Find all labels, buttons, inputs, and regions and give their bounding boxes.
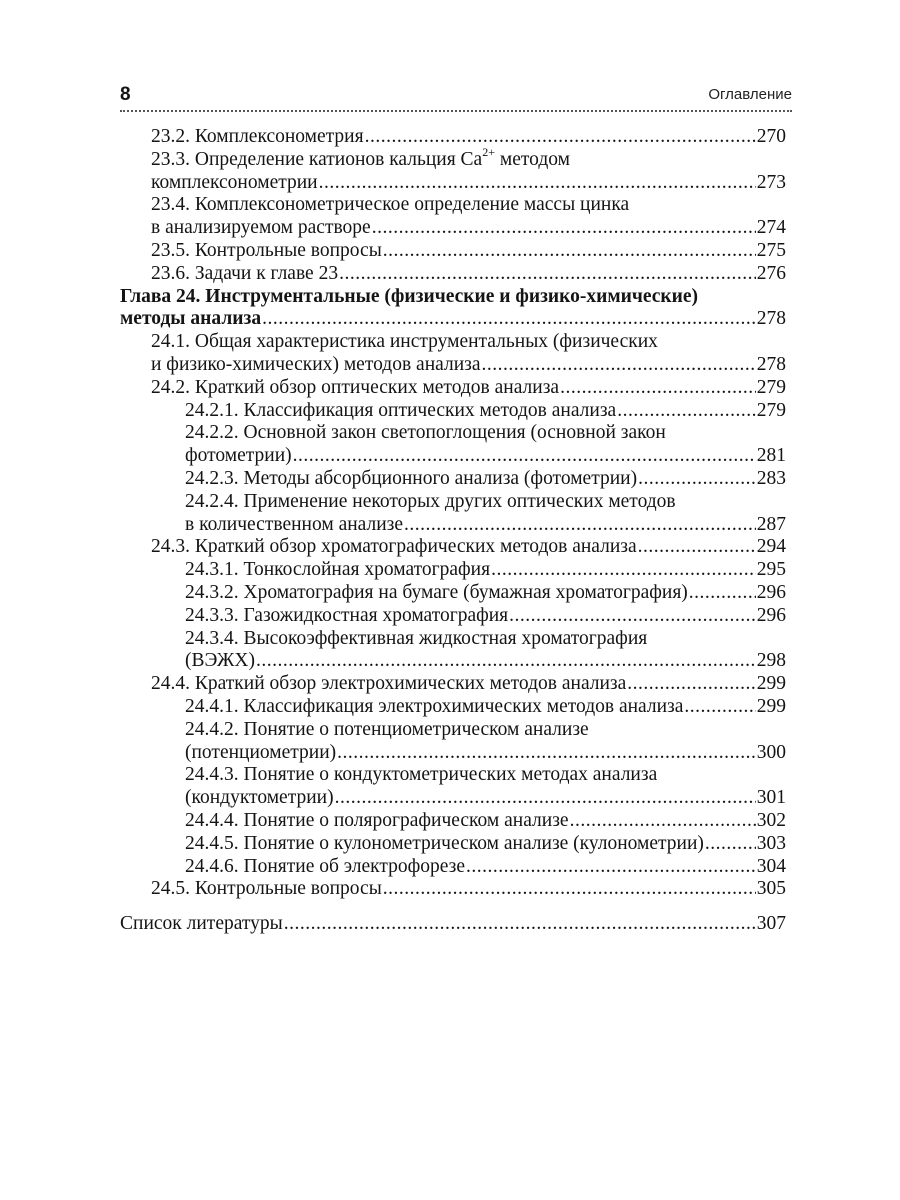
page-ref: 287 xyxy=(756,513,786,535)
dot-leader xyxy=(570,810,756,833)
page-ref: 278 xyxy=(756,308,786,330)
page-ref: 281 xyxy=(756,445,786,467)
dot-leader xyxy=(256,650,756,673)
page-ref: 307 xyxy=(756,913,786,935)
toc-entry-24-4-2[interactable]: 24.4.2. Понятие о потенциометрическом анализе (потенциометрии) ..... 300 xyxy=(120,719,786,765)
toc-entry-23-4[interactable]: 23.4. Комплексонометрическое определение массы цинка в анализируемом растворе ..... 274 xyxy=(120,194,786,240)
page-ref: 270 xyxy=(756,126,786,147)
toc-entry-24-4[interactable]: 24.4. Краткий обзор электрохимических методов анализа ..... 299 xyxy=(120,673,786,696)
page-ref: 298 xyxy=(756,650,786,672)
page-ref: 303 xyxy=(756,832,786,854)
page-ref: 304 xyxy=(756,855,786,877)
dot-leader xyxy=(509,605,756,628)
page-ref: 305 xyxy=(756,878,786,900)
toc-entry-24-2-4[interactable]: 24.2.4. Применение некоторых других оптических методов в количественном анализе ..... 287 xyxy=(120,491,786,537)
dot-leader xyxy=(689,582,756,605)
toc-entry-23-3[interactable]: 23.3. Определение катионов кальция $Са^{2+}$ методом комплексонометрии ..... 273 xyxy=(120,149,786,195)
dot-leader xyxy=(337,742,756,765)
page-ref: 296 xyxy=(756,581,786,603)
page-ref: 278 xyxy=(756,353,786,375)
page-ref: 300 xyxy=(756,741,786,763)
page-number: 8 xyxy=(120,84,131,105)
dot-leader xyxy=(262,308,756,331)
table-of-contents xyxy=(120,126,786,936)
page-ref: 279 xyxy=(756,399,786,421)
dot-leader xyxy=(383,240,756,263)
toc-entry-24-2-2[interactable]: 24.2.2. Основной закон светопоглощения (основной закон фотометрии) ..... 281 xyxy=(120,422,786,468)
toc-entry-24-4-6[interactable]: 24.4.6. Понятие об электрофорезе ..... 304 xyxy=(120,856,786,879)
page-ref: 295 xyxy=(756,559,786,581)
toc-entry-23-5[interactable]: 23.5. Контрольные вопросы ..... 275 xyxy=(120,240,786,263)
page-ref: 279 xyxy=(756,376,786,398)
dot-leader xyxy=(705,833,756,856)
dot-leader xyxy=(404,514,756,537)
dot-leader xyxy=(481,354,755,377)
page-ref: 275 xyxy=(756,239,786,261)
toc-entry-24-2-1[interactable]: 24.2.1. Классификация оптических методов анализа ..... 279 xyxy=(120,400,786,423)
page-ref: 294 xyxy=(756,536,786,558)
page-ref: 299 xyxy=(756,695,786,717)
page-ref: 273 xyxy=(756,171,786,193)
dot-leader xyxy=(372,217,756,240)
page-ref: 276 xyxy=(756,262,786,284)
dot-leader xyxy=(284,913,756,936)
dot-leader xyxy=(638,536,756,559)
dot-leader xyxy=(560,377,756,400)
toc-entry-24-2-3[interactable]: 24.2.3. Методы абсорбционного анализа (фотометрии) ..... 283 xyxy=(120,468,786,491)
dot-leader xyxy=(335,787,756,810)
page-ref: 302 xyxy=(756,809,786,831)
dotted-divider xyxy=(120,110,792,112)
running-title: Оглавление xyxy=(708,86,792,103)
dot-leader xyxy=(319,172,756,195)
toc-entry-24-2[interactable]: 24.2. Краткий обзор оптических методов анализа ..... 279 xyxy=(120,377,786,400)
toc-entry-24-3-2[interactable]: 24.3.2. Хроматография на бумаге (бумажная хроматография) ..... 296 xyxy=(120,582,786,605)
dot-leader xyxy=(627,673,755,696)
toc-entry-24-3-4[interactable]: 24.3.4. Высокоэффективная жидкостная хроматография (ВЭЖХ) ..... 298 xyxy=(120,628,786,674)
dot-leader xyxy=(684,696,755,719)
toc-entry-24-4-1[interactable]: 24.4.1. Классификация электрохимических методов анализа ..... 299 xyxy=(120,696,786,719)
page-ref: 296 xyxy=(756,604,786,626)
toc-entry-23-6[interactable]: 23.6. Задачи к главе 23 ..... 276 xyxy=(120,263,786,286)
dot-leader xyxy=(339,263,756,286)
toc-entry-chapter-24[interactable]: Глава 24. Инструментальные (физические и физико-химические) методы анализа ..... 278 xyxy=(120,286,786,332)
toc-entry-24-3[interactable]: 24.3. Краткий обзор хроматографических методов анализа ..... 294 xyxy=(120,536,786,559)
toc-entry-24-4-5[interactable]: 24.4.5. Понятие о кулонометрическом анализе (кулонометрии) ..... 303 xyxy=(120,833,786,856)
dot-leader xyxy=(638,468,756,491)
dot-leader xyxy=(466,856,756,879)
toc-entry-24-4-3[interactable]: 24.4.3. Понятие о кондуктометрических методах анализа (кондуктометрии) ..... 301 xyxy=(120,764,786,810)
dot-leader xyxy=(383,878,756,901)
page-header xyxy=(120,83,792,107)
page-ref: 283 xyxy=(756,467,786,489)
toc-entry-24-3-1[interactable]: 24.3.1. Тонкослойная хроматография ..... 295 xyxy=(120,559,786,582)
toc-entry-24-5[interactable]: 24.5. Контрольные вопросы ..... 305 xyxy=(120,878,786,901)
toc-entry-bibliography[interactable]: Список литературы ..... 307 xyxy=(120,913,786,936)
page-ref: 301 xyxy=(756,787,786,809)
dot-leader xyxy=(293,445,756,468)
toc-entry-24-4-4[interactable]: 24.4.4. Понятие о полярографическом анализе ..... 302 xyxy=(120,810,786,833)
toc-entry-23-2[interactable]: 23.2. Комплексонометрия ..... 270 xyxy=(120,126,786,149)
dot-leader xyxy=(491,559,756,582)
dot-leader xyxy=(365,126,756,149)
dot-leader xyxy=(617,400,756,423)
toc-entry-24-1[interactable]: 24.1. Общая характеристика инструментальных (физических и физико-химических) методов анализа ..... 278 xyxy=(120,331,786,377)
spacer xyxy=(120,901,786,913)
page-ref: 299 xyxy=(756,673,786,695)
toc-entry-24-3-3[interactable]: 24.3.3. Газожидкостная хроматография ..... 296 xyxy=(120,605,786,628)
page-ref: 274 xyxy=(756,217,786,239)
